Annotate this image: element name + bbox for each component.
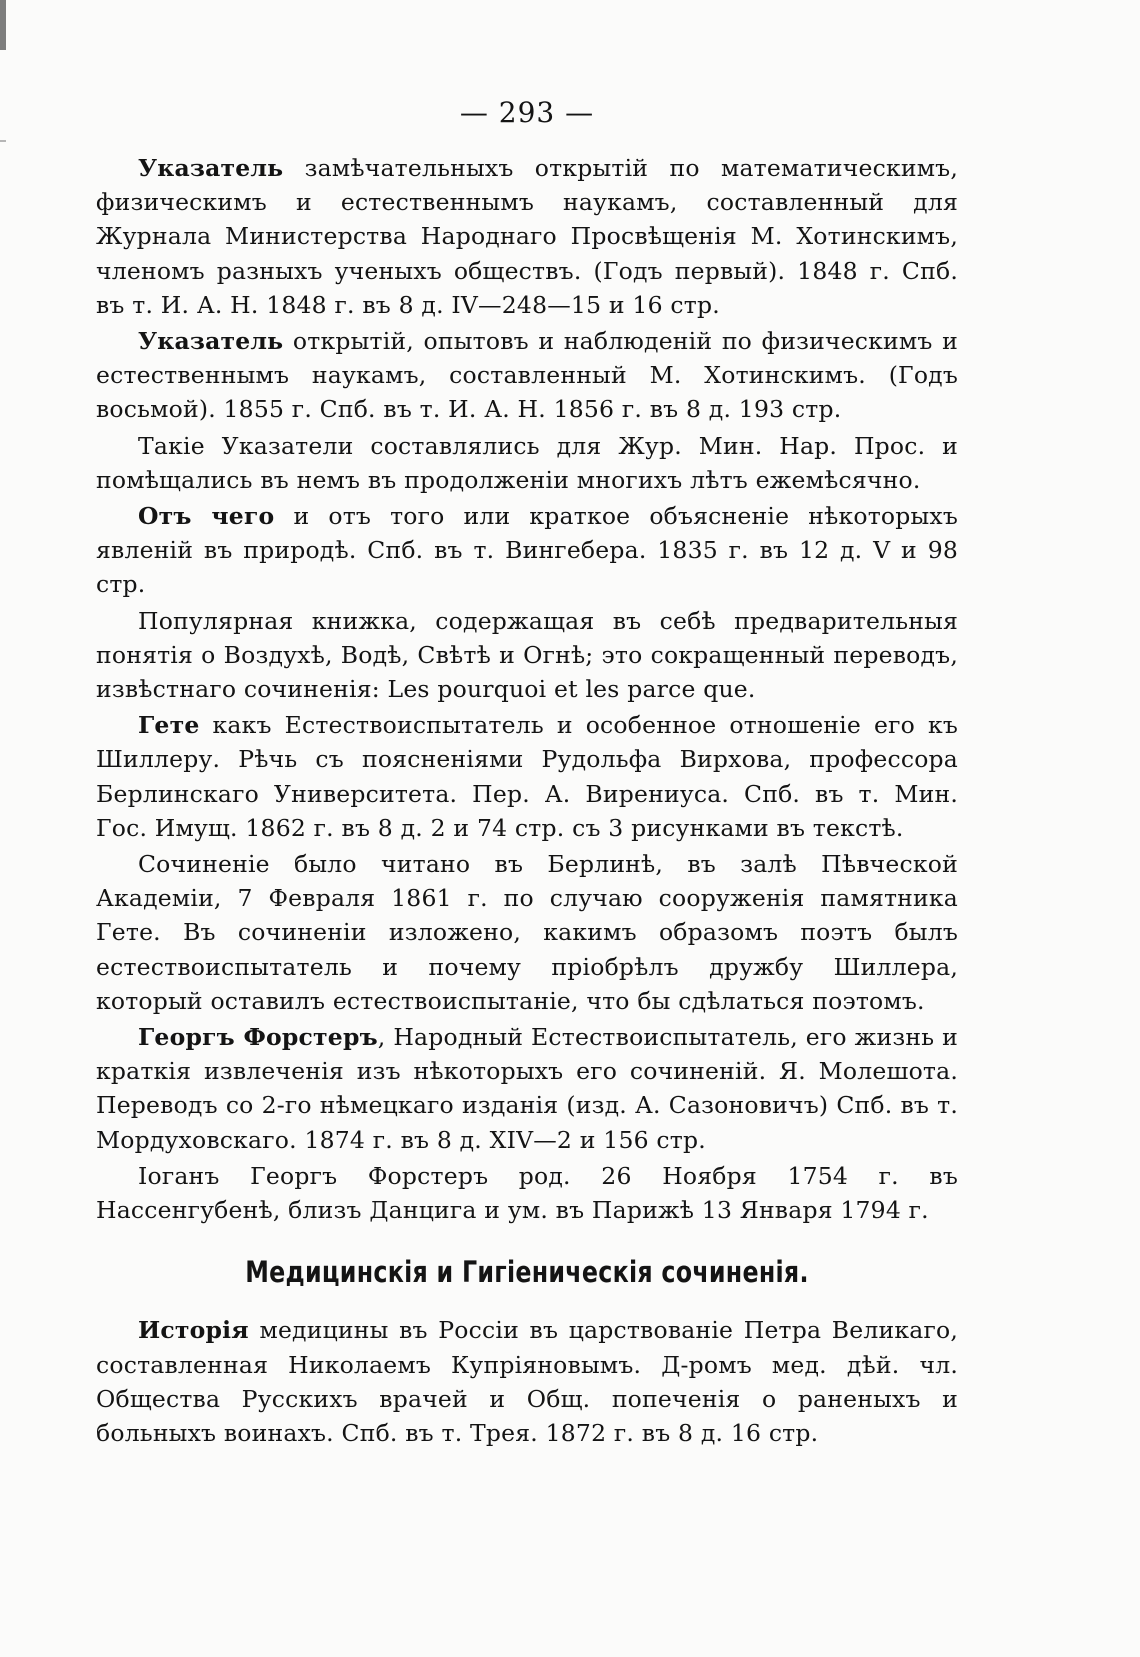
entry-note-3: Сочиненіе было читано въ Берлинѣ, въ залѣ Пѣвческой Академіи, 7 Февраля 1861 г. по случаю сооруженія памятника Гете. Въ сочиненіи изложено, какимъ образомъ поэтъ былъ естествоиспытатель и почему пріобрѣлъ дружбу Шиллера, который оставилъ естествоиспытаніе, что бы сдѣлаться поэтомъ. xyxy=(96,850,958,1015)
section-heading: Медицинскія и Гигіеническія сочиненія. xyxy=(245,1255,809,1290)
entry-title: Исторія xyxy=(138,1316,249,1345)
bibliography-entry-2 xyxy=(96,324,958,427)
entry-note-4: Іоганъ Георгъ Форстеръ род. 26 Ноября 1754 г. въ Нассенгубенѣ, близъ Данцига и ум. въ Парижѣ 13 Января 1794 г. xyxy=(96,1161,958,1225)
entry-title: Отъ чего xyxy=(138,502,275,531)
book-page xyxy=(96,96,958,1452)
entry-text: замѣчательныхъ открытій по математическимъ, физическимъ и естественнымъ наукамъ, составленный для Журнала Министерства Народнаго Просвѣщенія М. Хотинскимъ, членомъ разныхъ ученыхъ обществъ. (Годъ первый). 1848 г. Спб. въ т. И. А. Н. 1848 г. въ 8 д. IV—248—15 и 16 стр. xyxy=(96,154,958,319)
entry-note-2: Популярная книжка, содержащая въ себѣ предварительныя понятія о Воздухѣ, Водѣ, Свѣтѣ и Огнѣ; это сокращенный переводъ, извѣстнаго сочиненія: Les pourquoi et les parce que. xyxy=(96,606,958,704)
bibliography-entry-6 xyxy=(96,1313,958,1450)
entry-text: и отъ того или краткое объясненіе нѣкоторыхъ явленій въ природѣ. Спб. въ т. Вингебера. 1835 г. въ 12 д. V и 98 стр. xyxy=(96,502,959,599)
bibliography-entry-1 xyxy=(96,151,958,322)
bibliography-entry-3 xyxy=(96,499,958,602)
entry-title: Гете xyxy=(138,711,200,740)
bibliography-entry-5 xyxy=(96,1020,958,1157)
entry-text: какъ Естествоиспытатель и особенное отношеніе его къ Шиллеру. Рѣчь съ поясненіями Рудольфа Вирхова, профессора Берлинскаго Университета. Пер. А. Вирениуса. Спб. въ т. Мин. Гос. Имущ. 1862 г. въ 8 д. 2 и 74 стр. съ 3 рисунками въ текстѣ. xyxy=(96,711,958,842)
entry-title: Указатель xyxy=(138,327,284,356)
entry-text: , Народный Естествоиспытатель, его жизнь и краткія извлеченія изъ нѣкоторыхъ его сочиненій. Я. Молешота. Переводъ со 2-го нѣмецкаго изданія (изд. А. Сазоновичъ) Спб. въ т. Мордуховскаго. 1874 г. въ 8 д. XIV—2 и 156 стр. xyxy=(96,1023,958,1154)
bibliography-entry-4 xyxy=(96,708,958,845)
scan-margin-artifact xyxy=(0,0,6,1657)
entry-title: Георгъ Форстеръ xyxy=(138,1023,378,1052)
entry-text: медицины въ Россіи въ царствованіе Петра Великаго, составленная Николаемъ Купріяновымъ. Д-ромъ мед. дѣй. чл. Общества Русскихъ врачей и Общ. попеченія о раненыхъ и больныхъ воинахъ. Спб. въ т. Трея. 1872 г. въ 8 д. 16 стр. xyxy=(96,1316,958,1447)
entry-text: открытій, опытовъ и наблюденій по физическимъ и естественнымъ наукамъ, составленный М. Хотинскимъ. (Годъ восьмой). 1855 г. Спб. въ т. И. А. Н. 1856 г. въ 8 д. 193 стр. xyxy=(96,327,958,424)
entry-title: Указатель xyxy=(138,154,284,182)
entry-note-1: Такіе Указатели составлялись для Жур. Мин. Нар. Прос. и помѣщались въ немъ въ продолженіи многихъ лѣтъ ежемѣсячно. xyxy=(96,431,958,494)
page-number: — 293 — xyxy=(459,96,595,129)
